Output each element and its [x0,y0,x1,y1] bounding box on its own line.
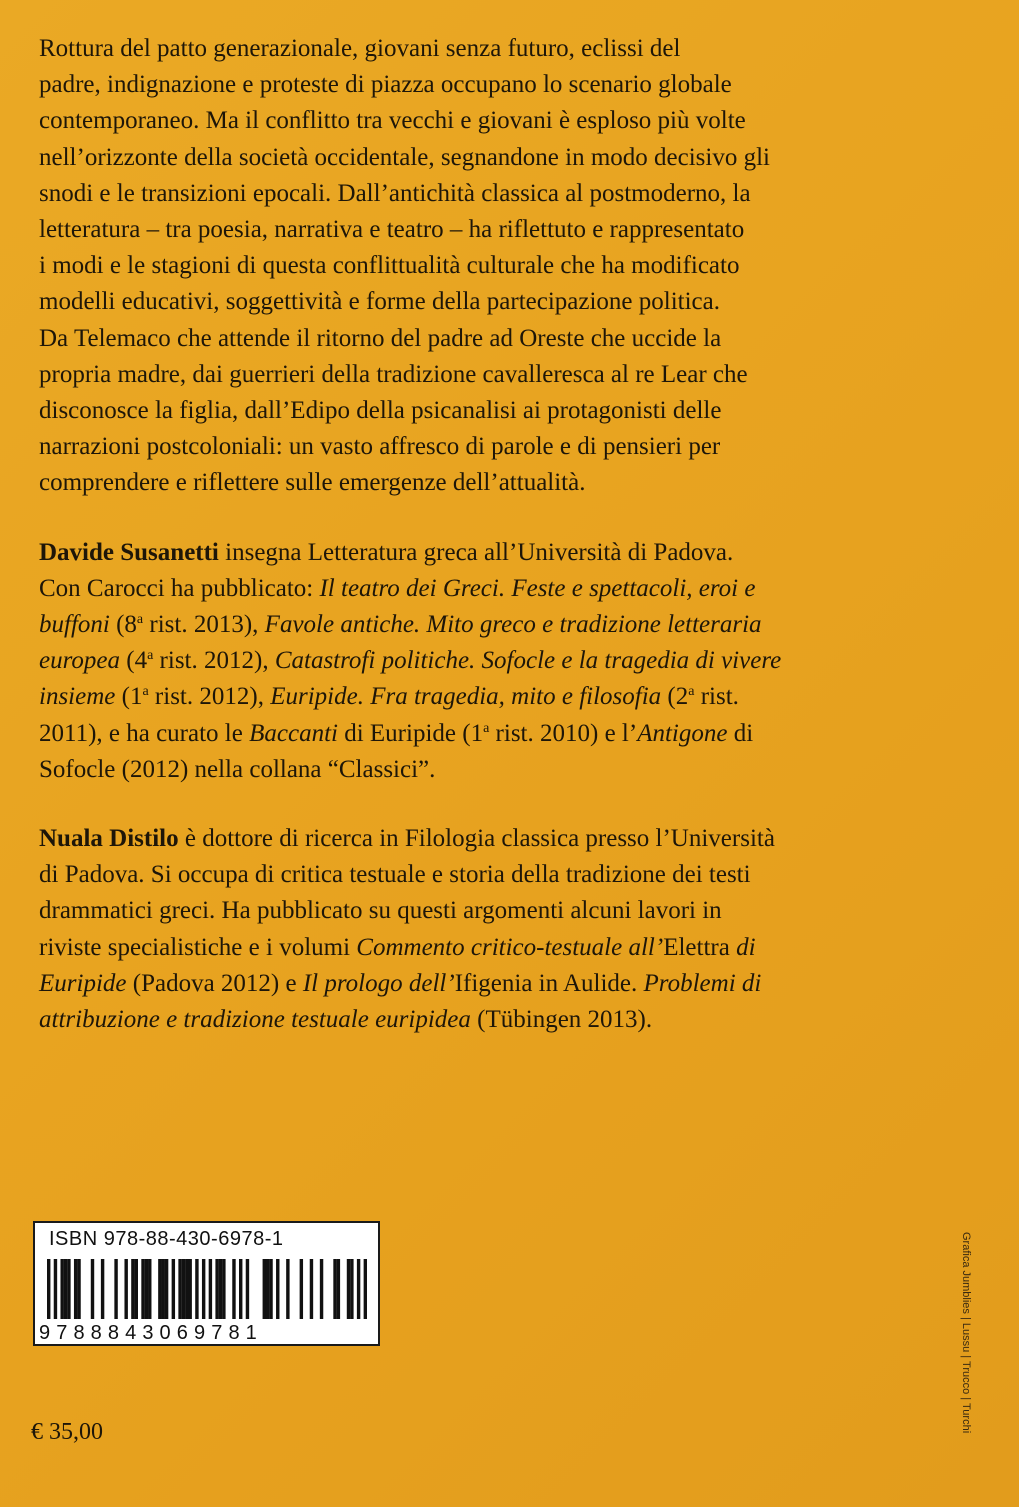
back-cover-text [39,31,989,1038]
design-credits: Grafica Jumblies | Lussu | Trucco | Turchi [960,1232,972,1434]
blurb-paragraph [39,31,989,502]
blurb-line: nell’orizzonte della società occidentale, segnandone in modo decisivo gli [39,143,770,171]
blurb-line: contemporaneo. Ma il conflitto tra vecchi e giovani è esploso più volte [39,107,746,135]
author-bio-susanetti: Davide Susanetti insegna Letteratura greca all’Università di Padova. Con Carocci ha pubblicato: Il teatro dei Greci. Feste e spettacoli, eroi e buffoni (8$^a$ rist. 2013), Favole antiche. Mito greco e tradizione letteraria europea (4$^a$ rist. 2012), Catastrofi politiche. Sofocle e la tragedia di vivere insieme (1$^a$ rist. 2012), Euripide. Fra tragedia, mito e filosofia (2$^a$ rist. 2011), e ha curato le Baccanti di Euripide (1$^a$ rist. 2010) e l’Antigone di Sofocle (2012) nella collana “Classici”. [39,538,782,783]
blurb-line: letteratura – tra poesia, narrativa e teatro – ha riflettuto e rappresentato [39,216,745,244]
blurb-line: narrazioni postcoloniali: un vasto affresco di parole e di pensieri per [39,433,721,461]
author-bio-distilo: Nuala Distilo è dottore di ricerca in Filologia classica presso l’Università di Padova. Si occupa di critica testuale e storia della tradizione dei testi drammatici greci. Ha pubblicato su questi argomenti alcuni lavori in riviste specialistiche e i volumi Commento critico-testuale all’Elettra di Euripide (Padova 2012) e Il prologo dell’Ifigenia in Aulide. Problemi di attribuzione e tradizione testuale euripidea (Tübingen 2013). [39,825,775,1034]
author-name-distilo: Nuala Distilo [39,825,179,853]
blurb-line: comprendere e riflettere sulle emergenze dell’attualità. [39,469,586,497]
blurb-line: snodi e le transizioni epocali. Dall’antichità classica al postmoderno, la [39,179,751,207]
isbn-label: ISBN 978-88-430-6978-1 [49,1228,284,1250]
blurb-line: i modi e le stagioni di questa conflittualità culturale che ha modificato [39,252,740,280]
blurb-line: modelli educativi, soggettività e forme della partecipazione politica. [39,288,720,316]
barcode-icon [47,1259,367,1319]
blurb-line: disconosce la figlia, dall’Edipo della psicanalisi ai protagonisti delle [39,397,722,425]
blurb-line: propria madre, dai guerrieri della tradizione cavalleresca al re Lear che [39,360,748,388]
isbn-barcode-box [33,1221,380,1346]
blurb-line: Rottura del patto generazionale, giovani senza futuro, eclissi del [39,35,681,62]
price: € 35,00 [31,1419,103,1445]
blurb-line: Da Telemaco che attende il ritorno del padre ad Oreste che uccide la [39,324,722,352]
blurb-line: padre, indignazione e proteste di piazza occupano lo scenario globale [39,71,732,99]
barcode-digits: 9788843069781 [39,1322,263,1344]
author-name-susanetti: Davide Susanetti [39,538,219,566]
